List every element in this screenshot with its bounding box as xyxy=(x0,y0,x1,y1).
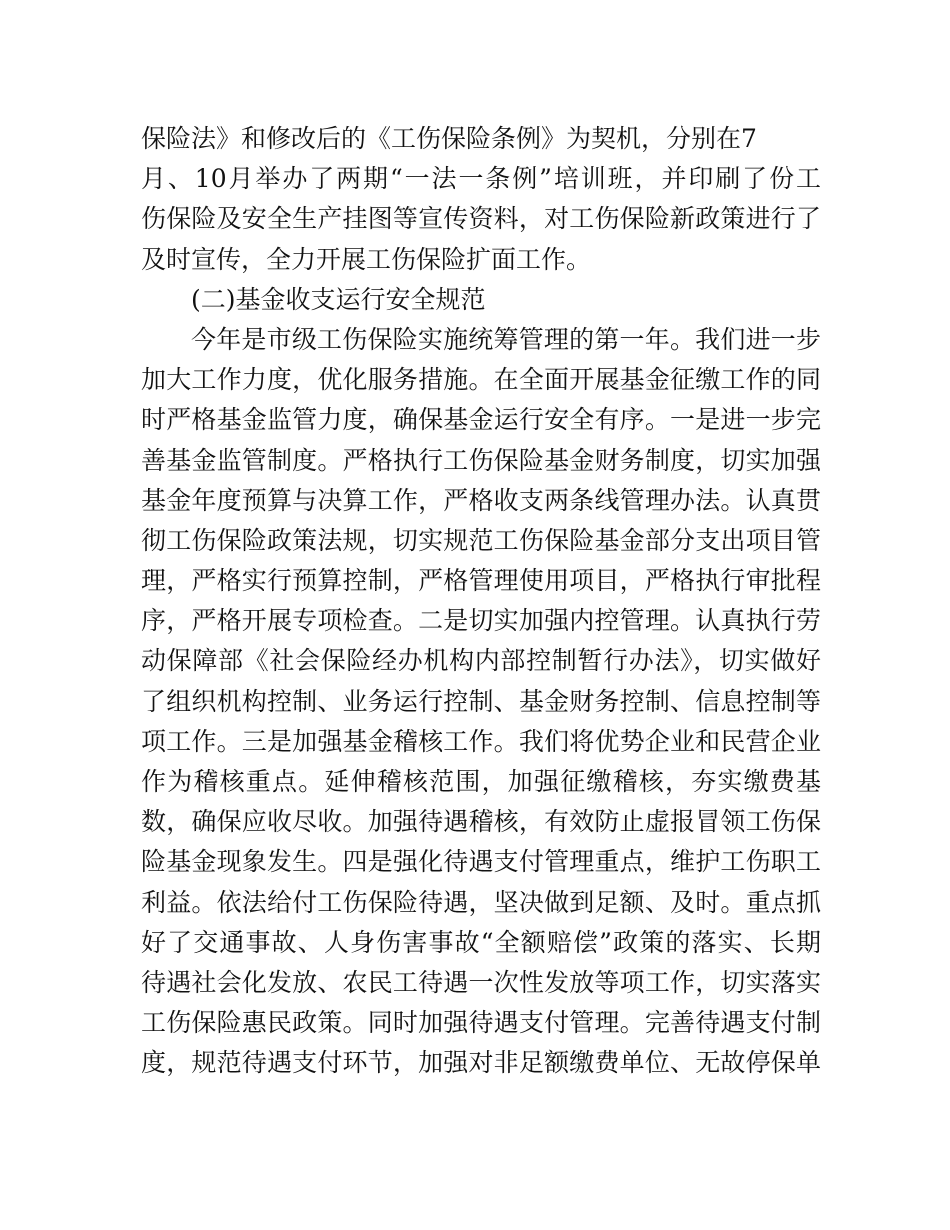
text-line: 彻工伤保险政策法规，切实规范工伤保险基金部分支出项目管 xyxy=(141,525,821,555)
text-line: 作为稽核重点。延伸稽核范围，加强征缴稽核，夯实缴费基 xyxy=(141,767,821,796)
text-line: 时严格基金监管力度，确保基金运行安全有序。一是进一步完 xyxy=(141,405,821,435)
text-line: 待遇社会化发放、农民工待遇一次性发放等项工作，切实落实 xyxy=(141,967,821,997)
text-line: 了组织机构控制、业务运行控制、基金财务控制、信息控制等 xyxy=(141,686,821,716)
text-line: 度，规范待遇支付环节，加强对非足额缴费单位、无故停保单 xyxy=(141,1048,821,1078)
text-line: 今年是市级工伤保险实施统筹管理的第一年。我们进一步 xyxy=(191,324,821,354)
text-line: 保险法》和修改后的《工伤保险条例》为契机，分别在7 xyxy=(141,124,757,153)
text-line: 好了交通事故、人身伤害事故“全额赔偿”政策的落实、长期 xyxy=(141,927,821,957)
text-line: 月、10月举办了两期“一法一条例”培训班，并印刷了份工 xyxy=(141,164,821,194)
text-line: 序，严格开展专项检查。二是切实加强内控管理。认真执行劳 xyxy=(141,606,821,636)
text-line: 动保障部《社会保险经办机构内部控制暂行办法》，切实做好 xyxy=(141,646,821,676)
text-line: 善基金监管制度。严格执行工伤保险基金财务制度，切实加强 xyxy=(141,445,821,475)
body-text xyxy=(141,119,821,1084)
text-line: 基金年度预算与决算工作，严格收支两条线管理办法。认真贯 xyxy=(141,485,821,515)
text-line: 伤保险及安全生产挂图等宣传资料，对工伤保险新政策进行了 xyxy=(141,204,821,234)
text-line: 加大工作力度，优化服务措施。在全面开展基金征缴工作的同 xyxy=(141,365,821,395)
text-line: 数，确保应收尽收。加强待遇稽核，有效防止虚报冒领工伤保 xyxy=(141,807,821,837)
text-line: 及时宣传，全力开展工伤保险扩面工作。 xyxy=(141,244,592,274)
text-line: 险基金现象发生。四是强化待遇支付管理重点，维护工伤职工 xyxy=(141,847,821,877)
text-line: 理，严格实行预算控制，严格管理使用项目，严格执行审批程 xyxy=(141,566,821,596)
text-line: 工伤保险惠民政策。同时加强待遇支付管理。完善待遇支付制 xyxy=(141,1008,821,1038)
text-line: (二)基金收支运行安全规范 xyxy=(191,284,486,314)
text-line: 利益。依法给付工伤保险待遇，坚决做到足额、及时。重点抓 xyxy=(141,887,821,917)
text-line: 项工作。三是加强基金稽核工作。我们将优势企业和民营企业 xyxy=(141,726,821,756)
